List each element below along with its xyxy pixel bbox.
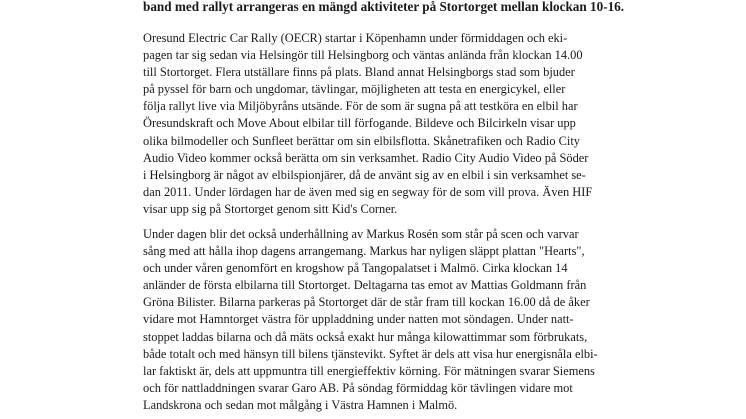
lead-text: band med rallyt arrangeras en mängd aktiviteter på Stortorget mellan klockan 10-16. (143, 0, 625, 14)
text-line: vidare mot Hamntorget västra för uppladdning under natten mot söndagen. Under natt- (143, 312, 574, 327)
paragraph-rally (143, 30, 592, 218)
text-line: sång med att hålla ihop dagens arrangemang. Markus har nyligen släppt plattan "Hearts", (143, 244, 585, 259)
text-line: Audio Video kommer också berätta om sin verksamhet. Radio City Audio Video på Söder (143, 150, 589, 165)
text-line: Gröna Bilister. Bilarna parkeras på Stortorget där de står fram till kockan 16.00 då de åker (143, 295, 590, 310)
text-line: i Helsingborg är något av elbilspionjärer, då de använt sig av en elbil i sin verksamhet se- (143, 167, 586, 182)
text-line: visar upp sig på Stortorget genom sitt Kid's Corner. (143, 201, 398, 216)
text-line: lar faktiskt är, dels att uppmuntra till energieffektiv körning. För mätningen svarar Siemens (143, 363, 595, 378)
text-line: Öresundskraft och Move About elbilar till förfogande. Bildeve och Bilcirkeln visar upp (143, 116, 576, 131)
text-line: dan 2011. Under lördagen har de även med sig en segway för de som vill prova. Även HIF (143, 184, 593, 199)
text-line: och under våren genomfört en krogshow på Tangopalatset i Malmö. Cirka klockan 14 (143, 261, 568, 276)
text-line: stoppet laddas bilarna och då mäts också exakt hur många kilowattimmar som förbrukats, (143, 329, 588, 344)
text-line: pagen tar sig sedan via Helsingör till Helsingborg och väntas anlända från klockan 14.00 (143, 48, 583, 63)
text-line: både totalt och med hänsyn till bilens tjänstevikt. Syftet är dels att visa hur energisnåla elbi- (143, 346, 598, 361)
text-line: följa rallyt live via Miljöbyråns utsände. För de som är sugna på att testköra en elbil har (143, 99, 578, 114)
text-line: anländer de första elbilarna till Stortorget. Deltagarna tas emot av Mattias Goldmann från (143, 278, 587, 293)
text-line: Landskrona och sedan mot målgång i Västra Hamnen i Malmö. (143, 397, 458, 412)
text-line: Oresund Electric Car Rally (OECR) startar i Köpenhamn under förmiddagen och eki- (143, 31, 568, 45)
text-line: och för nattladdningen svarar Garo AB. På söndag förmiddag kör tävlingen vidare mot (143, 380, 573, 395)
text-line: till Stortorget. Flera utställare finns på plats. Bland annat Helsingborgs stad som bjuder (143, 65, 575, 80)
text-line: Under dagen blir det också underhållning av Markus Rosén som står på scen och varvar (143, 227, 579, 241)
text-line: olika bilmodeller och Sunfleet berättar om sin elbilsflotta. Skånetrafiken och Radio City (143, 133, 581, 148)
paragraph-entertainment (143, 226, 598, 414)
text-line: på pyssel för barn och ungdomar, tävlingar, möjligheten att testa en energicykel, eller (143, 82, 566, 97)
